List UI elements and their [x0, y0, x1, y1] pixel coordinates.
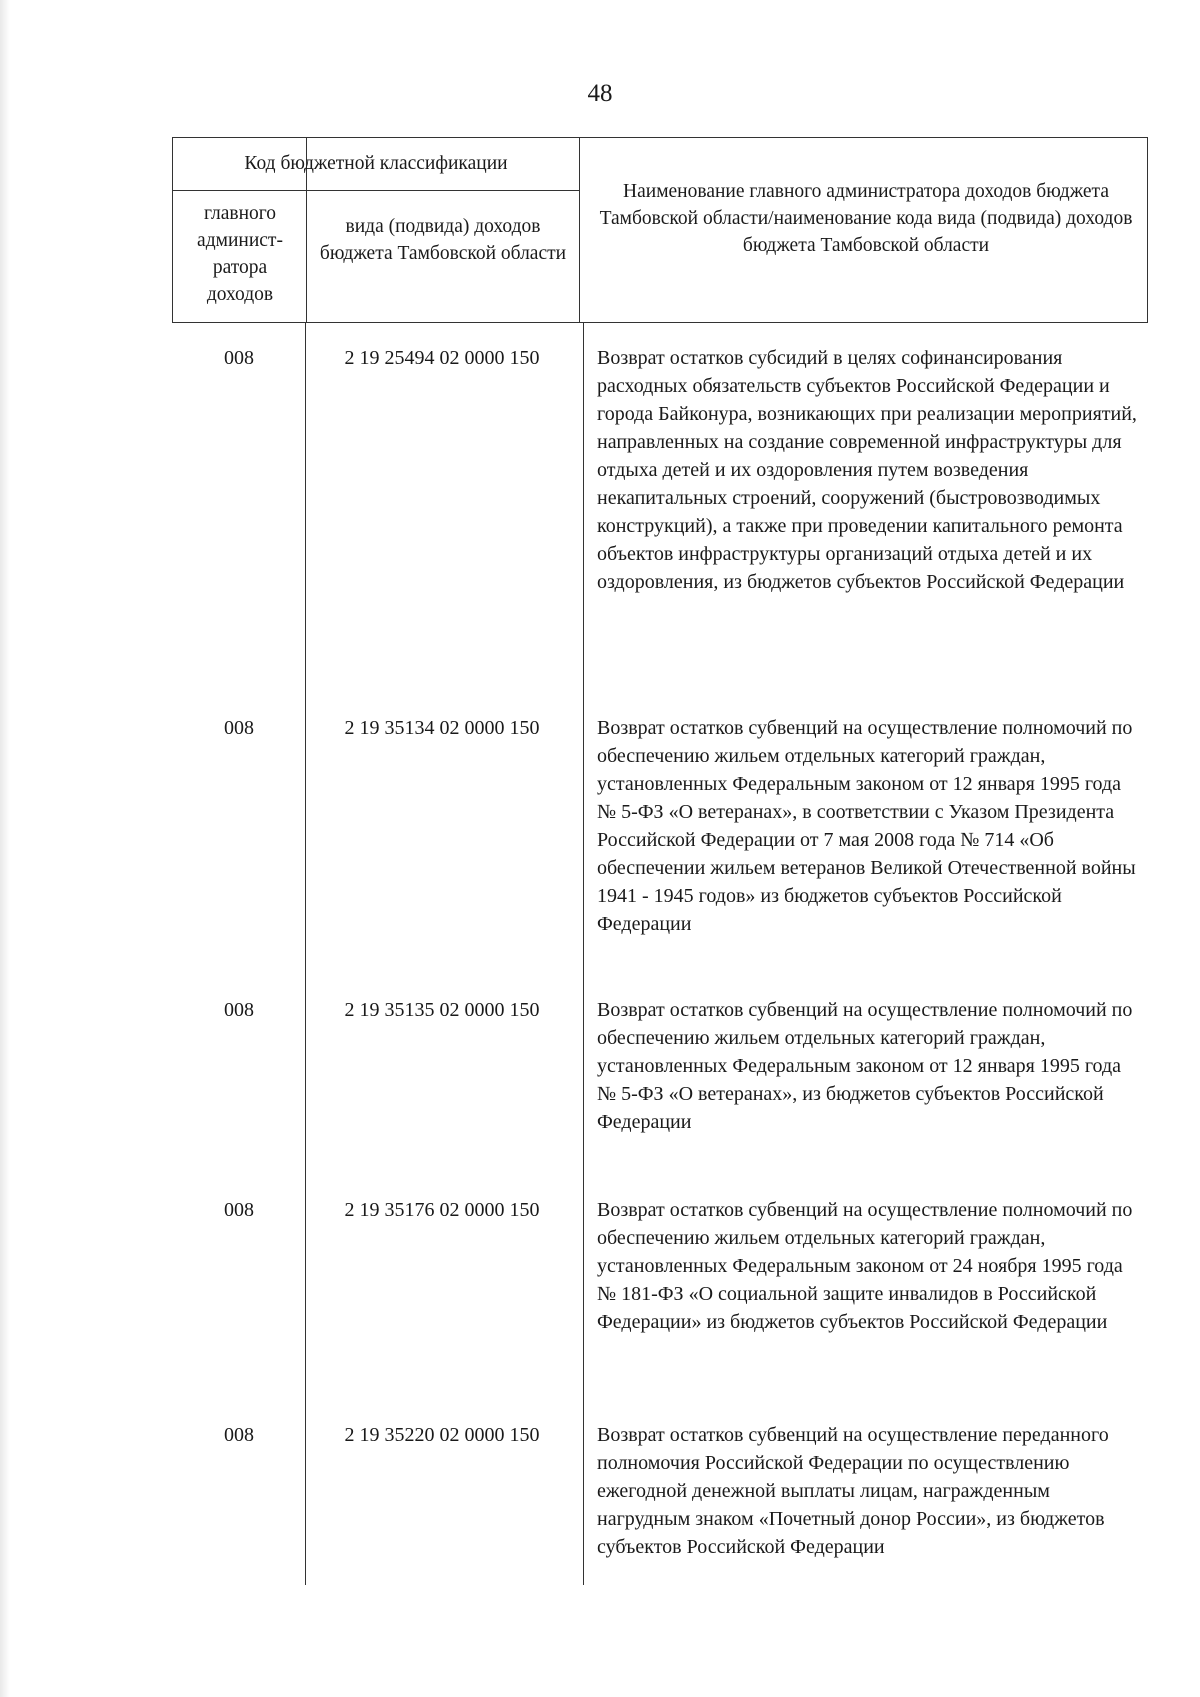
- income-code-cell: 2 19 35220 02 0000 150: [344, 1424, 540, 1446]
- page-number: 48: [587, 80, 613, 107]
- table-header: [172, 137, 1148, 323]
- income-name-cell: Возврат остатков субвенций на осуществление переданного полномочия Российской Федерации по осуществлению ежегодной денежной выплаты лицам, награжденным нагрудным знаком «Почетный донор России», из бюджетов субъектов Российской Федерации: [597, 1424, 1109, 1558]
- admin-code-cell: 008: [224, 999, 254, 1021]
- admin-code-cell: 008: [224, 1424, 254, 1446]
- header-col-name: Наименование главного администратора доходов бюджета Тамбовской области/наименование кода вида (подвида) доходов бюджета Тамбовской области: [599, 181, 1133, 256]
- income-name-cell: Возврат остатков субвенций на осуществление полномочий по обеспечению жильем отдельных категорий граждан, установленных Федеральным законом от 24 ноября 1995 года № 181-ФЗ «О социальной защите инвалидов в Российской Федерации» из бюджетов субъектов Российской Федерации: [597, 1199, 1133, 1333]
- income-name-cell: Возврат остатков субсидий в целях софинансирования расходных обязательств субъектов Российской Федерации и города Байконура, возникающих при реализации мероприятий, направленных на создание современной инфраструктуры для отдыха детей и их оздоровления путем возведения некапитальных строений, сооружений (быстровозводимых конструкций), а также при проведении капитального ремонта объектов инфраструктуры организаций отдыха детей и их оздоровления, из бюджетов субъектов Российской Федерации: [597, 347, 1137, 593]
- admin-code-cell: 008: [224, 1199, 254, 1221]
- header-group-title: Код бюджетной классификации: [244, 153, 508, 174]
- header-col-admin: главного админист-ратора доходов: [197, 203, 283, 305]
- admin-code-cell: 008: [224, 717, 254, 739]
- header-col-code: вида (подвида) доходов бюджета Тамбовской области: [319, 216, 567, 264]
- income-code-cell: 2 19 35134 02 0000 150: [344, 717, 540, 739]
- income-name-cell: Возврат остатков субвенций на осуществление полномочий по обеспечению жильем отдельных категорий граждан, установленных Федеральным законом от 12 января 1995 года № 5-ФЗ «О ветеранах», в соответствии с Указом Президента Российской Федерации от 7 мая 2008 года № 714 «Об обеспечении жильем ветеранов Великой Отечественной войны 1941 - 1945 годов» из бюджетов субъектов Российской Федерации: [597, 717, 1136, 935]
- income-code-cell: 2 19 35176 02 0000 150: [344, 1199, 540, 1221]
- admin-code-cell: 008: [224, 347, 254, 369]
- income-code-cell: 2 19 25494 02 0000 150: [344, 347, 540, 369]
- income-name-cell: Возврат остатков субвенций на осуществление полномочий по обеспечению жильем отдельных категорий граждан, установленных Федеральным законом от 12 января 1995 года № 5-ФЗ «О ветеранах», из бюджетов субъектов Российской Федерации: [597, 999, 1133, 1133]
- scan-edge: [0, 0, 10, 1697]
- header-group-underline: [173, 190, 579, 191]
- header-divider-code: [579, 138, 580, 322]
- body-divider-admin: [305, 323, 306, 1585]
- income-code-cell: 2 19 35135 02 0000 150: [344, 999, 540, 1021]
- body-divider-code: [583, 323, 584, 1585]
